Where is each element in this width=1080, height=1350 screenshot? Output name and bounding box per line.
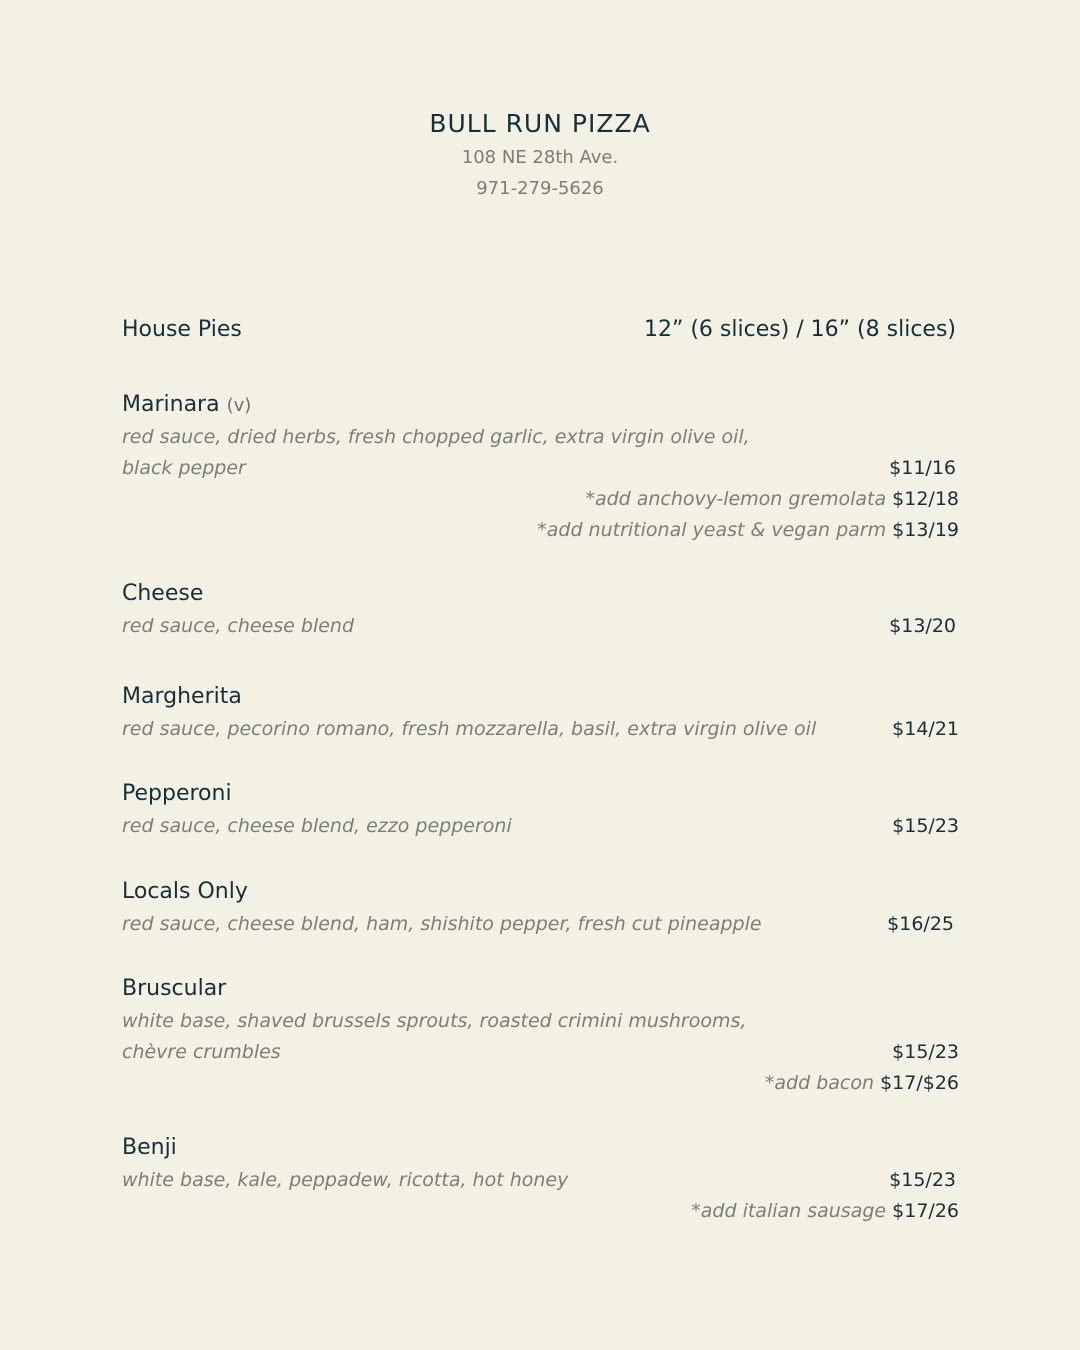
item-name: Marinara bbox=[122, 392, 220, 417]
item-price: $15/23 bbox=[892, 1041, 959, 1063]
item-price: $15/23 bbox=[889, 1169, 956, 1191]
restaurant-phone: 971-279-5626 bbox=[476, 178, 604, 199]
item-name: Bruscular bbox=[122, 976, 227, 1001]
section-header bbox=[122, 317, 956, 351]
item-description-cont: chèvre crumbles bbox=[122, 1041, 281, 1063]
item-name: Margherita bbox=[122, 684, 242, 709]
item-price: $15/23 bbox=[892, 815, 959, 837]
item-description: white base, shaved brussels sprouts, roasted crimini mushrooms, bbox=[122, 1010, 747, 1032]
addon-price: $17/$26 bbox=[880, 1072, 959, 1094]
item-name: Benji bbox=[122, 1135, 177, 1160]
addon-text: *add nutritional yeast & vegan parm bbox=[537, 519, 887, 541]
addon-price: $13/19 bbox=[892, 519, 959, 541]
section-sizes: 12” (6 slices) / 16” (8 slices) bbox=[643, 317, 956, 342]
menu-item-bruscular bbox=[122, 972, 962, 1099]
addon-text: *add anchovy-lemon gremolata bbox=[585, 488, 887, 510]
vegan-note: (v) bbox=[226, 395, 252, 416]
item-price: $13/20 bbox=[889, 615, 956, 637]
item-price: $11/16 bbox=[889, 457, 956, 479]
item-name: Pepperoni bbox=[122, 781, 232, 806]
menu-item-margherita bbox=[122, 680, 962, 745]
menu-item-benji bbox=[122, 1131, 962, 1227]
item-description: white base, kale, peppadew, ricotta, hot honey bbox=[122, 1169, 569, 1191]
restaurant-name: BULL RUN PIZZA bbox=[429, 109, 651, 138]
item-description: red sauce, dried herbs, fresh chopped garlic, extra virgin olive oil, bbox=[122, 426, 750, 448]
addon-text: *add bacon bbox=[764, 1072, 875, 1094]
section-title: House Pies bbox=[122, 317, 242, 342]
addon-price: $12/18 bbox=[892, 488, 959, 510]
item-name: Locals Only bbox=[122, 879, 248, 904]
addon-text: *add italian sausage bbox=[691, 1200, 887, 1222]
menu-item-pepperoni bbox=[122, 777, 962, 842]
item-description: red sauce, cheese blend, ezzo pepperoni bbox=[122, 815, 512, 837]
item-description: red sauce, pecorino romano, fresh mozzarella, basil, extra virgin olive oil bbox=[122, 718, 817, 740]
menu-item-marinara bbox=[122, 388, 962, 546]
item-price: $14/21 bbox=[892, 718, 959, 740]
restaurant-address: 108 NE 28th Ave. bbox=[461, 147, 619, 168]
addon bbox=[585, 484, 959, 515]
addon bbox=[691, 1196, 959, 1227]
addon bbox=[765, 1068, 959, 1099]
addon-price: $17/26 bbox=[892, 1200, 959, 1222]
item-price: $16/25 bbox=[887, 913, 954, 935]
menu-item-cheese bbox=[122, 577, 962, 642]
menu-header bbox=[0, 106, 1080, 204]
item-name: Cheese bbox=[122, 581, 204, 606]
addon bbox=[537, 515, 959, 546]
menu-item-locals-only bbox=[122, 875, 962, 940]
item-description-cont: black pepper bbox=[122, 457, 246, 479]
item-description: red sauce, cheese blend bbox=[122, 615, 355, 637]
item-description: red sauce, cheese blend, ham, shishito pepper, fresh cut pineapple bbox=[122, 913, 762, 935]
